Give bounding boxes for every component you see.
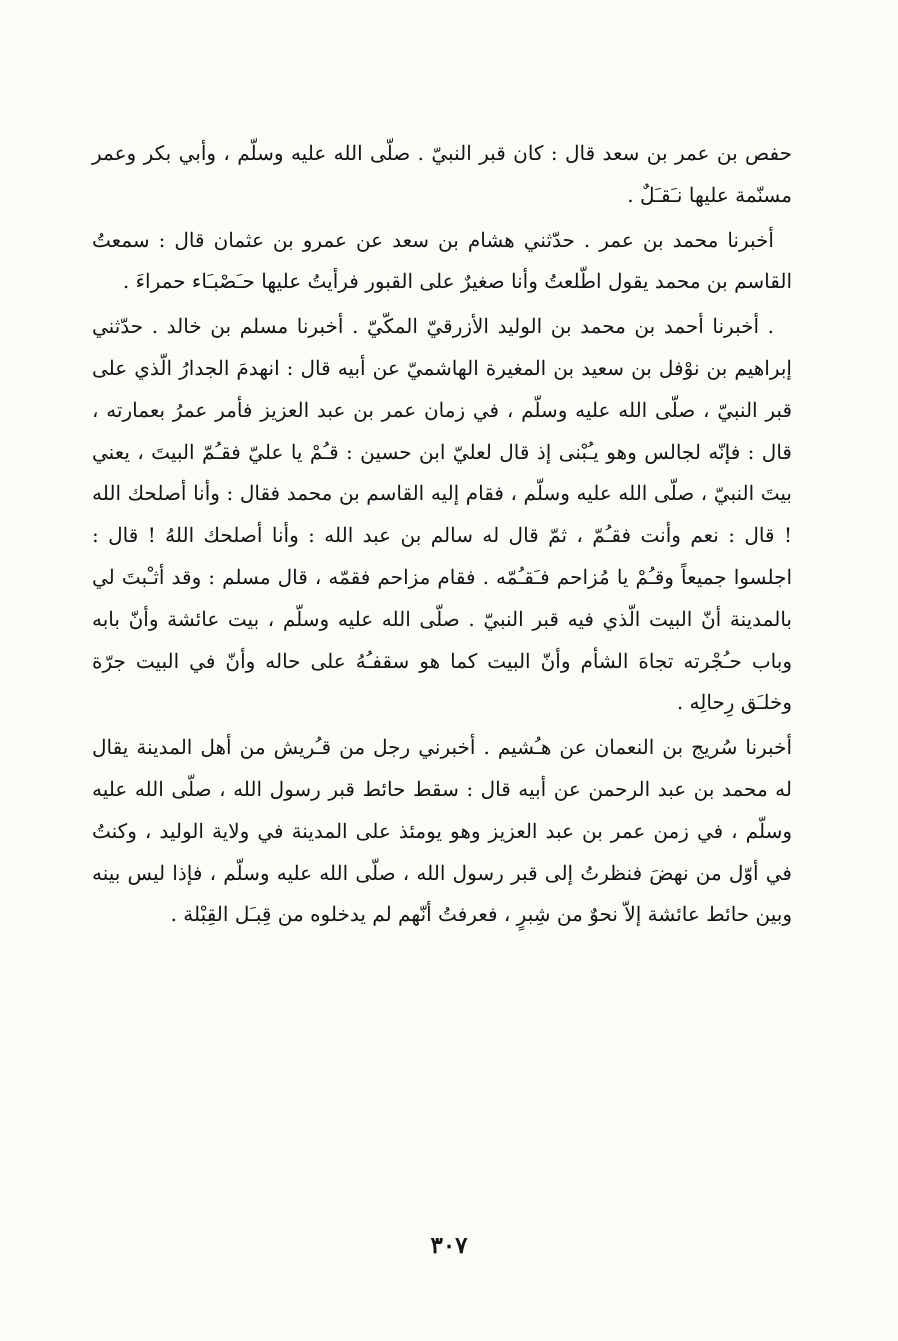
paragraph-4: أخبرنا سُريج بن النعمان عن هـُشيم . أخبرني رجل من قـُريش من أهل المدينة يقال له محمد بن عبد الرحمن عن أبيه قال : سقط حائط قبر رسول الله ، صلّى الله عليه وسلّم ، في زمن عمر بن عبد العزيز وهو يومئذ على المدينة في ولاية الوليد ، وكنتُ في أوّل من نهضَ فنظرتُ إلى قبر رسول الله ، صلّى الله عليه وسلّم ، فإذا ليس بينه وبين حائط عائشة إلاّ نحوٌ من شِبرٍ ، فعرفتُ أنّهم لم يدخلوه من قِبـَل القِبْلة . [92,735,792,927]
paragraph-1: حفص بن عمر بن سعد قال : كان قبر النبيّ . صلّى الله عليه وسلّم ، وأبي بكر وعمر مسنّمة عليها نـَقـَلٌ . [92,141,792,207]
paragraph-3: . أخبرنا أحمد بن محمد بن الوليد الأزرقيّ المكّيّ . أخبرنا مسلم بن خالد . حدّثني إبراهيم بن نوْفل بن سعيد بن المغيرة الهاشميّ عن أبيه قال : انهدمَ الجدارُ الّذي على قبر النبيّ ، صلّى الله عليه وسلّم ، في زمان عمر بن عبد العزيز فأمر عمرُ بعمارته ، قال : فإنّه لجالس وهو يـُبْنى إذ قال لعليّ ابن حسين : قـُمْ يا عليّ فقـُمّ البيتَ ، يعني بيتَ النبيّ ، صلّى الله عليه وسلّم ، فقام إليه القاسم بن محمد فقال : وأنا أصلحك الله ! قال : نعم وأنت فقـُمّ ، ثمّ قال له سالم بن عبد الله : وأنا أصلحك اللهُ ! قال : اجلسوا جميعاً وقـُمْ يا مُزاحم فـَقـُمّه . فقام مزاحم فقمّه ، قال مسلم : وقد أثـْبتَ لي بالمدينة أنّ البيت الّذي فيه قبر النبيّ . صلّى الله عليه وسلّم ، بيت عائشة وأنّ بابه وباب حـُجْرته تجاهَ الشأم وأنّ البيت كما هو سقفـُهُ على حاله وأنّ في البيت جرّة وخلـَق رِحالِه . [92,314,792,715]
paragraph-2: أخبرنا محمد بن عمر . حدّثني هشام بن سعد عن عمرو بن عثمان قال : سمعتُ القاسم بن محمد يقول اطّلعتُ وأنا صغيرٌ على القبور فرأيتُ عليها حـَصْبـَاء حمراءَ . [92,227,792,294]
page-number: ٣٠٧ [430,1232,468,1259]
main-text [92,133,792,936]
